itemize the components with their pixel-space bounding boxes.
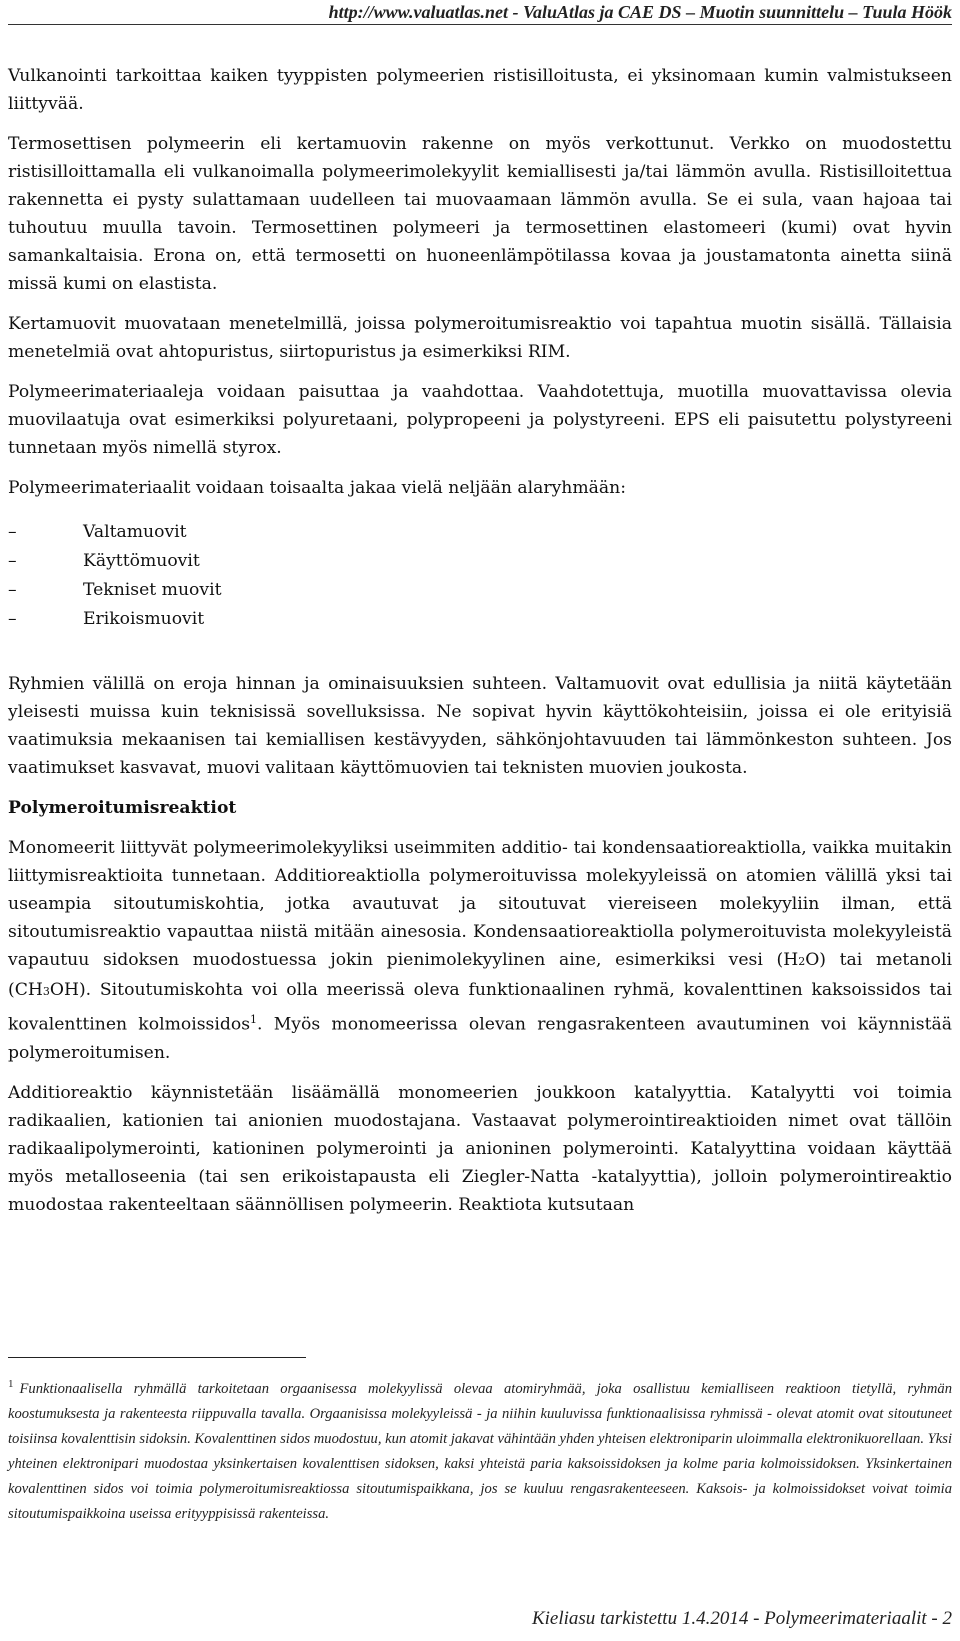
text-run: . Myös monomeerissa olevan rengasrakenteen avautuminen voi käynnistää polymeroitumisen.: [8, 1014, 952, 1063]
list-item-label: Käyttömuovit: [83, 551, 200, 571]
page-footer: Kieliasu tarkistettu 1.4.2014 - Polymeerimateriaalit - 2: [531, 1608, 952, 1629]
list-item-label: Tekniset muovit: [83, 580, 222, 600]
paragraph-termosetti: Termosettisen polymeerin eli kertamuovin rakenne on myös verkottunut. Verkko on muodostettu ristisilloittamalla eli vulkanoimalla polymeerimolekyylit kemiallisesti ja/tai lämmön avulla. Ristisilloitettua rakennetta ei pysty sulattamaan uudelleen tai muovaamaan lämmön avulla. Se ei sula, vaan hajoaa tai tuhoutuu muulla tavoin. Termosettinen polymeeri ja termosettinen elastomeeri (kumi) ovat hyvin samankaltaisia. Erona on, että termosetti on huoneenlämpötilassa kovaa ja joustamatonta ainetta siinä missä kumi on elastista.: [8, 134, 952, 294]
subgroup-list: [8, 518, 952, 634]
subscript: 3: [42, 985, 50, 998]
paragraph-kertamuovit: Kertamuovit muovataan menetelmillä, joissa polymeroitumisreaktio voi tapahtua muotin sisällä. Tällaisia menetelmiä ovat ahtopuristus, siirtopuristus ja esimerkiksi RIM.: [8, 314, 952, 362]
list-item: [8, 547, 952, 576]
list-item-label: Erikoismuovit: [83, 609, 205, 629]
page-header: [0, 0, 960, 26]
header-url-text[interactable]: http://www.valuatlas.net - ValuAtlas ja CAE DS – Muotin suunnittelu – Tuula Höök: [328, 2, 952, 22]
list-item: [8, 518, 952, 547]
list-dash: –: [8, 522, 17, 542]
paragraph-paisutus: Polymeerimateriaaleja voidaan paisuttaa ja vaahdottaa. Vaahdotettuja, muotilla muovattavissa olevia muovilaatuja ovat esimerkiksi polyuretaani, polypropeeni ja polystyreeni. EPS eli paisutettu polystyreeni tunnetaan myös nimellä styrox.: [8, 382, 952, 458]
header-rule: [8, 24, 952, 25]
footnote-mark: 1: [8, 1378, 14, 1390]
paragraph-monomeerit: [8, 834, 952, 1067]
list-dash: –: [8, 580, 17, 600]
paragraph-ryhmien-erot: Ryhmien välillä on eroja hinnan ja ominaisuuksien suhteen. Valtamuovit ovat edullisia ja niitä käytetään yleisesti muissa kuin teknisissä sovelluksissa. Ne sopivat hyvin käyttökohteisiin, joissa ei ole erityisiä vaatimuksia mekaanisen tai kemiallisen kestävyyden, sähkönjohtavuuden tai lämmönkeston suhteen. Jos vaatimukset kasvavat, muovi valitaan käyttömuovien tai teknisten muovien joukosta.: [8, 674, 952, 778]
list-dash: –: [8, 609, 17, 629]
footnote-text: Funktionaalisella ryhmällä tarkoitetaan orgaanisessa molekyylissä olevaa atomiryhmää, joka osallistuu kemialliseen reaktioon tietyllä, ryhmän koostumuksesta ja rakenteesta riippuvalla tavalla. Orgaanisissa molekyyleissä - ja niihin kuuluvissa funktionaalisissa ryhmissä - olevat atomit ovat sitoutuneet toisiinsa kovalenttisin sidoksin. Kovalenttinen sidos muodostuu, kun atomit jakavat vähintään yhden yhteisen elektroniparin uloimmalla elektronikuorellaan. Yksi yhteinen elektronipari muodostaa yksinkertaisen kovalenttisen sidoksen, kaksi yhteistä paria kaksoissidoksen ja kolme paria kolmoissidoksen. Yksinkertainen kovalenttinen sidos voi toimia polymeroitumisreaktiossa sitoutumispaikkana, jos se kuuluu rengasrakenteeseen. Kaksois- ja kolmoissidokset voivat toimia sitoutumispaikkoina useissa erityyppisissä rakenteissa.: [8, 1380, 952, 1522]
list-item: [8, 605, 952, 634]
list-item-label: Valtamuovit: [83, 522, 187, 542]
subscript: 2: [798, 955, 806, 968]
list-item: [8, 576, 952, 605]
footnote: [8, 1372, 952, 1527]
section-heading-polymeroitumisreaktiot: Polymeroitumisreaktiot: [8, 798, 237, 818]
paragraph-alaryhmat-intro: Polymeerimateriaalit voidaan toisaalta jakaa vielä neljään alaryhmään:: [8, 478, 627, 498]
paragraph-additioreaktio: Additioreaktio käynnistetään lisäämällä monomeerien joukkoon katalyyttia. Katalyytti voi toimia radikaalien, kationien tai anionien muodostajana. Vastaavat polymerointireaktioiden nimet ovat tällöin radikaalipolymerointi, kationinen polymerointi ja anioninen polymerointi. Katalyyttina voidaan käyttää myös metalloseenia (tai sen erikoistapausta eli Ziegler-Natta -katalyyttia), jolloin polymerointireaktio muodostaa rakenteeltaan säännöllisen polymeerin. Reaktiota kutsutaan: [8, 1082, 952, 1215]
text-run: OH). Sitoutumiskohta voi olla meerissä oleva funktionaalinen ryhmä, kovalenttinen kaksoissidos tai kovalenttinen kolmoissidos: [8, 980, 952, 1035]
footnote-separator: [8, 1357, 306, 1358]
footnote-reference[interactable]: 1: [250, 1013, 258, 1026]
list-dash: –: [8, 551, 17, 571]
text-run: O) tai metanoli (CH: [8, 950, 952, 1000]
paragraph-vulkanointi: Vulkanointi tarkoittaa kaiken tyyppisten polymeerien ristisilloitusta, ei yksinomaan kumin valmistukseen liittyvää.: [8, 66, 952, 114]
document-body: [8, 62, 952, 1231]
text-run: Monomeerit liittyvät polymeerimolekyyliksi useimmiten additio- tai kondensaatioreaktiolla, vaikka muitakin liittymisreaktioita tunnetaan. Additioreaktiolla polymeroituvissa molekyyleissä on atomien välillä yksi tai useampia sitoutumiskohtia, jotka avautuvat ja sitoutuvat viereiseen molekyyliin ilman, että sitoutumisreaktio vapauttaa niistä mitään ainesosia. Kondensaatioreaktiolla polymeroituvista molekyyleistä vapautuu sidoksen muodostuessa jokin pienimolekyylinen aine, esimerkiksi vesi (H: [8, 838, 952, 970]
